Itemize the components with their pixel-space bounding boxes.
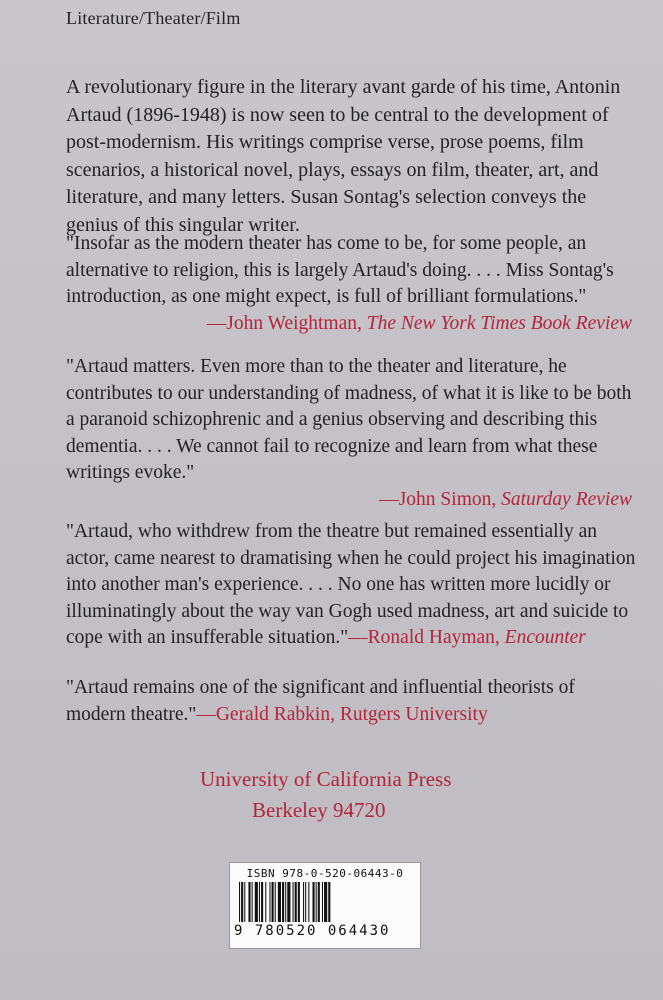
quote-author: —Ronald Hayman, <box>348 627 500 648</box>
quote-attribution <box>66 487 636 514</box>
category-label: Literature/Theater/Film <box>66 8 241 28</box>
quote-author: —John Weightman, <box>206 312 362 334</box>
publisher-city: Berkeley 94720 <box>252 798 386 822</box>
barcode <box>229 862 421 949</box>
quote-source: The New York Times Book Review <box>366 312 632 334</box>
review-quote-1 <box>66 231 636 337</box>
publisher-name: University of California Press <box>200 767 452 791</box>
quote-source: Encounter <box>504 627 586 648</box>
quote-attribution <box>348 627 586 648</box>
quote-author: —John Simon, <box>379 488 497 510</box>
isbn-number: ISBN 978-0-520-06443-0 <box>246 867 404 880</box>
quote-text: "Artaud remains one of the significant and influential theorists of modern theatre." <box>66 677 575 725</box>
quote-text: "Artaud matters. Even more than to the theater and literature, he contributes to our understanding of madness, of what it is like to be both a paranoid schizophrenic and a genius observing and describing this dementia. . . . We cannot fail to recognize and learn from what these writings evoke." <box>66 356 632 483</box>
quote-source: Saturday Review <box>501 488 632 510</box>
barcode-digits: 9 780520 064430 <box>234 923 391 939</box>
quote-attribution <box>66 311 636 338</box>
quote-attribution: —Gerald Rabkin, Rutgers University <box>196 703 488 725</box>
book-description: A revolutionary figure in the literary avant garde of his time, Antonin Artaud (1896-1948) is now seen to be central to the development of post-modernism. His writings comprise verse, prose poems, film scenarios, a historical novel, plays, essays on film, theater, art, and literature, and many letters. Susan Sontag's selection conveys the genius of this singular writer. <box>66 76 621 236</box>
review-quote-2 <box>66 354 636 513</box>
publisher-block <box>200 764 451 826</box>
quote-text: "Artaud, who withdrew from the theatre but remained essentially an actor, came nearest to dramatising when he could project his imagination into another man's experience. . . . No one has written more lucidly or illuminatingly about the way van Gogh used madness, art and suicide to cope with an insufferable situation." <box>66 521 636 648</box>
quote-text: "Insofar as the modern theater has come to be, for some people, an alternative to religion, this is largely Artaud's doing. . . . Miss Sontag's introduction, as one might expect, is full of brilliant formulations." <box>66 233 614 307</box>
barcode-icon <box>239 882 411 922</box>
review-quote-4 <box>66 675 636 728</box>
review-quote-3 <box>66 519 636 652</box>
